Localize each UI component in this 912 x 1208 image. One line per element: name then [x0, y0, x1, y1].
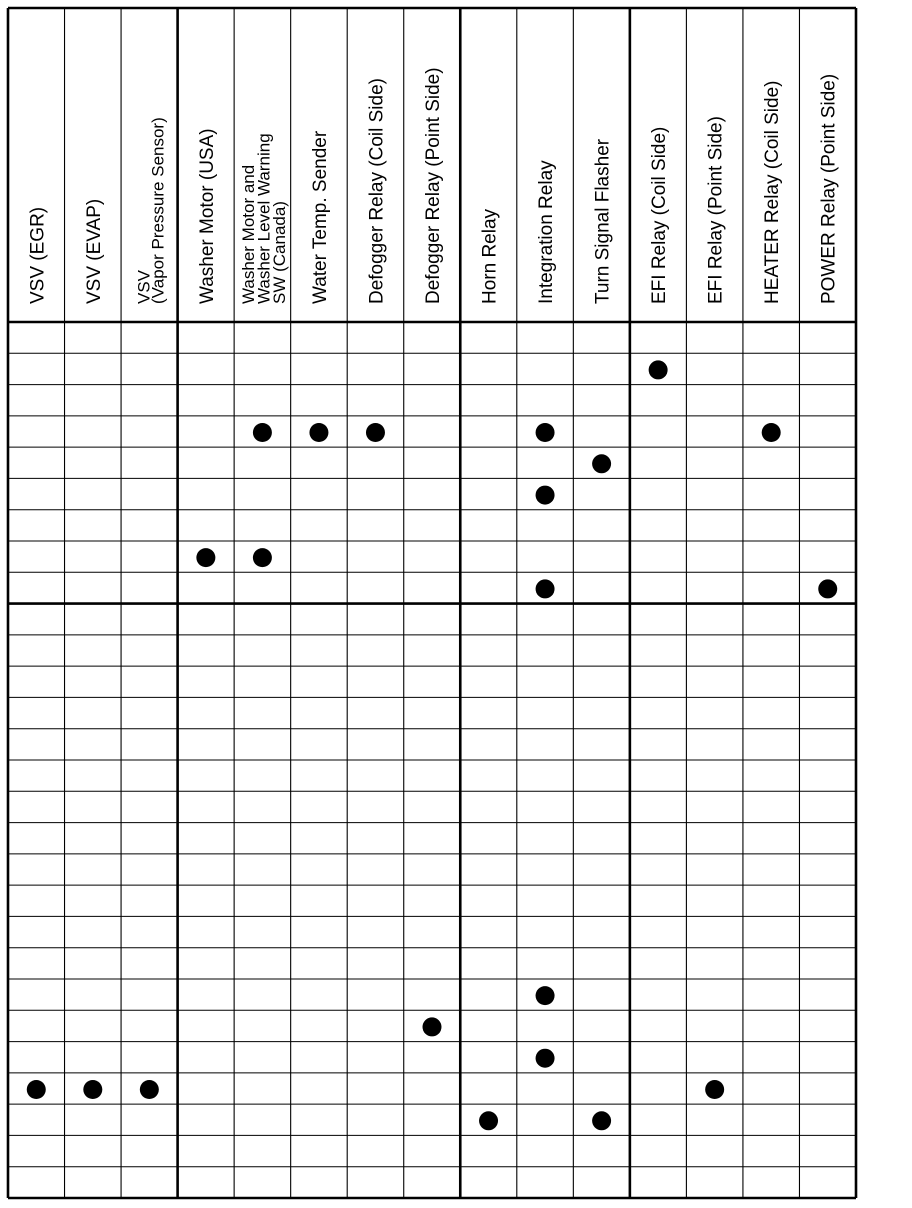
column-header-label: EFI Relay (Coil Side)	[649, 126, 671, 304]
connection-dot	[83, 1080, 102, 1099]
column-header	[762, 81, 783, 304]
connection-dot	[592, 454, 611, 473]
connection-dot	[536, 579, 555, 598]
column-header-label: VSV (EGR)	[27, 206, 49, 304]
column-header-label: (Vapor Pressure Sensor)	[148, 117, 168, 304]
column-header	[819, 74, 840, 304]
column-header	[84, 199, 105, 304]
connection-dot	[536, 986, 555, 1005]
column-header	[593, 138, 614, 304]
connection-dot	[762, 423, 781, 442]
column-header-label: Defogger Relay (Point Side)	[423, 67, 444, 304]
connection-marks	[27, 360, 837, 1130]
column-header-label: Washer Motor (USA)	[196, 128, 218, 304]
column-header	[197, 128, 218, 304]
column-header-label: VSV (EVAP)	[83, 198, 105, 304]
column-header	[310, 130, 331, 304]
column-header	[239, 133, 289, 304]
column-header	[480, 208, 501, 304]
column-header-label: SW (Canada)	[269, 201, 289, 304]
column-header-label: Horn Relay	[479, 208, 501, 304]
column-header	[423, 67, 444, 304]
column-header-label: VSV	[134, 269, 154, 304]
column-header-label: Washer Motor and	[238, 164, 258, 304]
connection-dot	[536, 486, 555, 505]
connection-dot	[818, 579, 837, 598]
connection-dot	[423, 1017, 442, 1036]
column-header-label: Integration Relay	[536, 160, 558, 304]
column-header	[649, 127, 670, 304]
connection-dot	[253, 423, 272, 442]
column-header-label: HEATER Relay (Coil Side)	[762, 80, 784, 304]
connection-dot	[140, 1080, 159, 1099]
column-header	[134, 117, 167, 304]
connection-dot	[253, 548, 272, 567]
connection-dot	[27, 1080, 46, 1099]
connection-dot	[536, 1049, 555, 1068]
connection-dot	[366, 423, 385, 442]
column-header-label: EFI Relay (Point Side)	[705, 116, 727, 304]
column-header	[536, 160, 557, 304]
connection-dot	[649, 360, 668, 379]
column-header	[706, 116, 727, 304]
connection-dot	[479, 1111, 498, 1130]
connection-dot	[196, 548, 215, 567]
connection-dot	[536, 423, 555, 442]
column-header-label: Washer Level Warning	[254, 133, 274, 304]
column-header	[27, 207, 48, 304]
column-header-label: Turn Signal Flasher	[592, 138, 614, 304]
column-header	[366, 78, 387, 304]
column-header-label: Defogger Relay (Coil Side)	[366, 78, 388, 304]
column-header-label: Water Temp. Sender	[309, 130, 331, 304]
connection-dot	[309, 423, 328, 442]
connection-dot	[592, 1111, 611, 1130]
connection-dot	[705, 1080, 724, 1099]
column-headers	[27, 67, 839, 304]
column-header-label: POWER Relay (Point Side)	[818, 73, 840, 304]
